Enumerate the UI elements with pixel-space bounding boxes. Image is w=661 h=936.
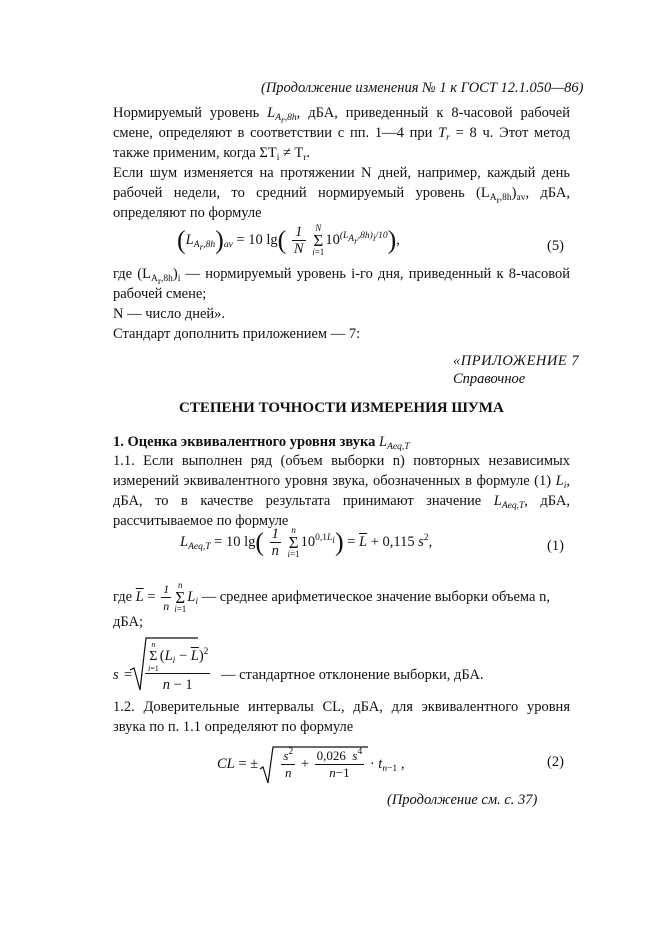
- header-continuation: (Продолжение изменения № 1 к ГОСТ 12.1.050—86): [261, 80, 584, 96]
- addendum-text: Стандарт дополнить приложением — 7:: [113, 326, 361, 342]
- section-1-heading: 1. Оценка эквивалентного уровня звука $L_{Aeq,T}$: [113, 434, 410, 452]
- paragraph-varying-noise: Если шум изменяется на протяжении N дней, например, каждый день рабочей недели, то средний нормируемый уровень $(L_{A_r,8h})_{av}$, дБА, определяют по формуле: [113, 165, 570, 221]
- mean-definition: где $\overline{L}$ = $\frac{1}{n}$ n Σ $i=1L_i$ — среднее арифметическое значение выборки объема n,: [113, 580, 550, 614]
- formula-1-number: (1): [547, 538, 564, 554]
- formula-1: $L_{Aeq,T} = 10$ lg( $\frac{1}{n}$ n Σ $i=110^{0,1L_i}) = \overline{L} + 0,115$ $s^2$,: [180, 525, 433, 559]
- formula-5: $(L_{A_r,8h})_{av} = 10$ lg( $\frac{1}{N}$ N Σ $i=110^{(L_{A_r},8h)_i/10}$),: [177, 223, 400, 257]
- paragraph-1-1: 1.1. Если выполнен ряд (объем выборки n) повторных независимых измерений эквивалентного уровня звука, обозначенных в формуле (1) $L_i$, дБА, то в качестве результата принимают значение $L_{Aeq,T}$, дБА, рассчитываемое по формуле: [113, 453, 570, 529]
- appendix-note: Справочное: [453, 371, 526, 387]
- footer-continuation: (Продолжение см. с. 37): [387, 792, 538, 808]
- appendix-title: СТЕПЕНИ ТОЧНОСТИ ИЗМЕРЕНИЯ ШУМА: [179, 400, 504, 416]
- appendix-label: «ПРИЛОЖЕНИЕ 7: [453, 353, 580, 369]
- where-definition: где $(L_{A_r,8h})_i$ — нормируемый уровень i-го дня, приведенный к 8-часовой рабочей смене;: [113, 266, 570, 302]
- unit-line: дБА;: [113, 614, 144, 630]
- paragraph-normalized-level: Нормируемый уровень $L_{A_r,8h}$, дБА, приведенный к 8-часовой рабочей смене, определяют в соответствии с пп. 1—4 при $T_r = 8$ ч. Этот метод также применим, когда $\Sigma T_i \ne T_r$.: [113, 105, 570, 163]
- formula-5-number: (5): [547, 238, 564, 254]
- formula-2: CL = ± $\frac{s^2}{n}$ + $\frac{0,026 s^4}{n-1}$ · $t_{n-1}$ ,: [217, 747, 405, 780]
- paragraph-1-2: 1.2. Доверительные интервалы CL, дБА, для эквивалентного уровня звука по п. 1.1 определяют по формуле: [113, 699, 570, 735]
- formula-2-number: (2): [547, 754, 564, 770]
- where-n-definition: N — число дней».: [113, 306, 226, 322]
